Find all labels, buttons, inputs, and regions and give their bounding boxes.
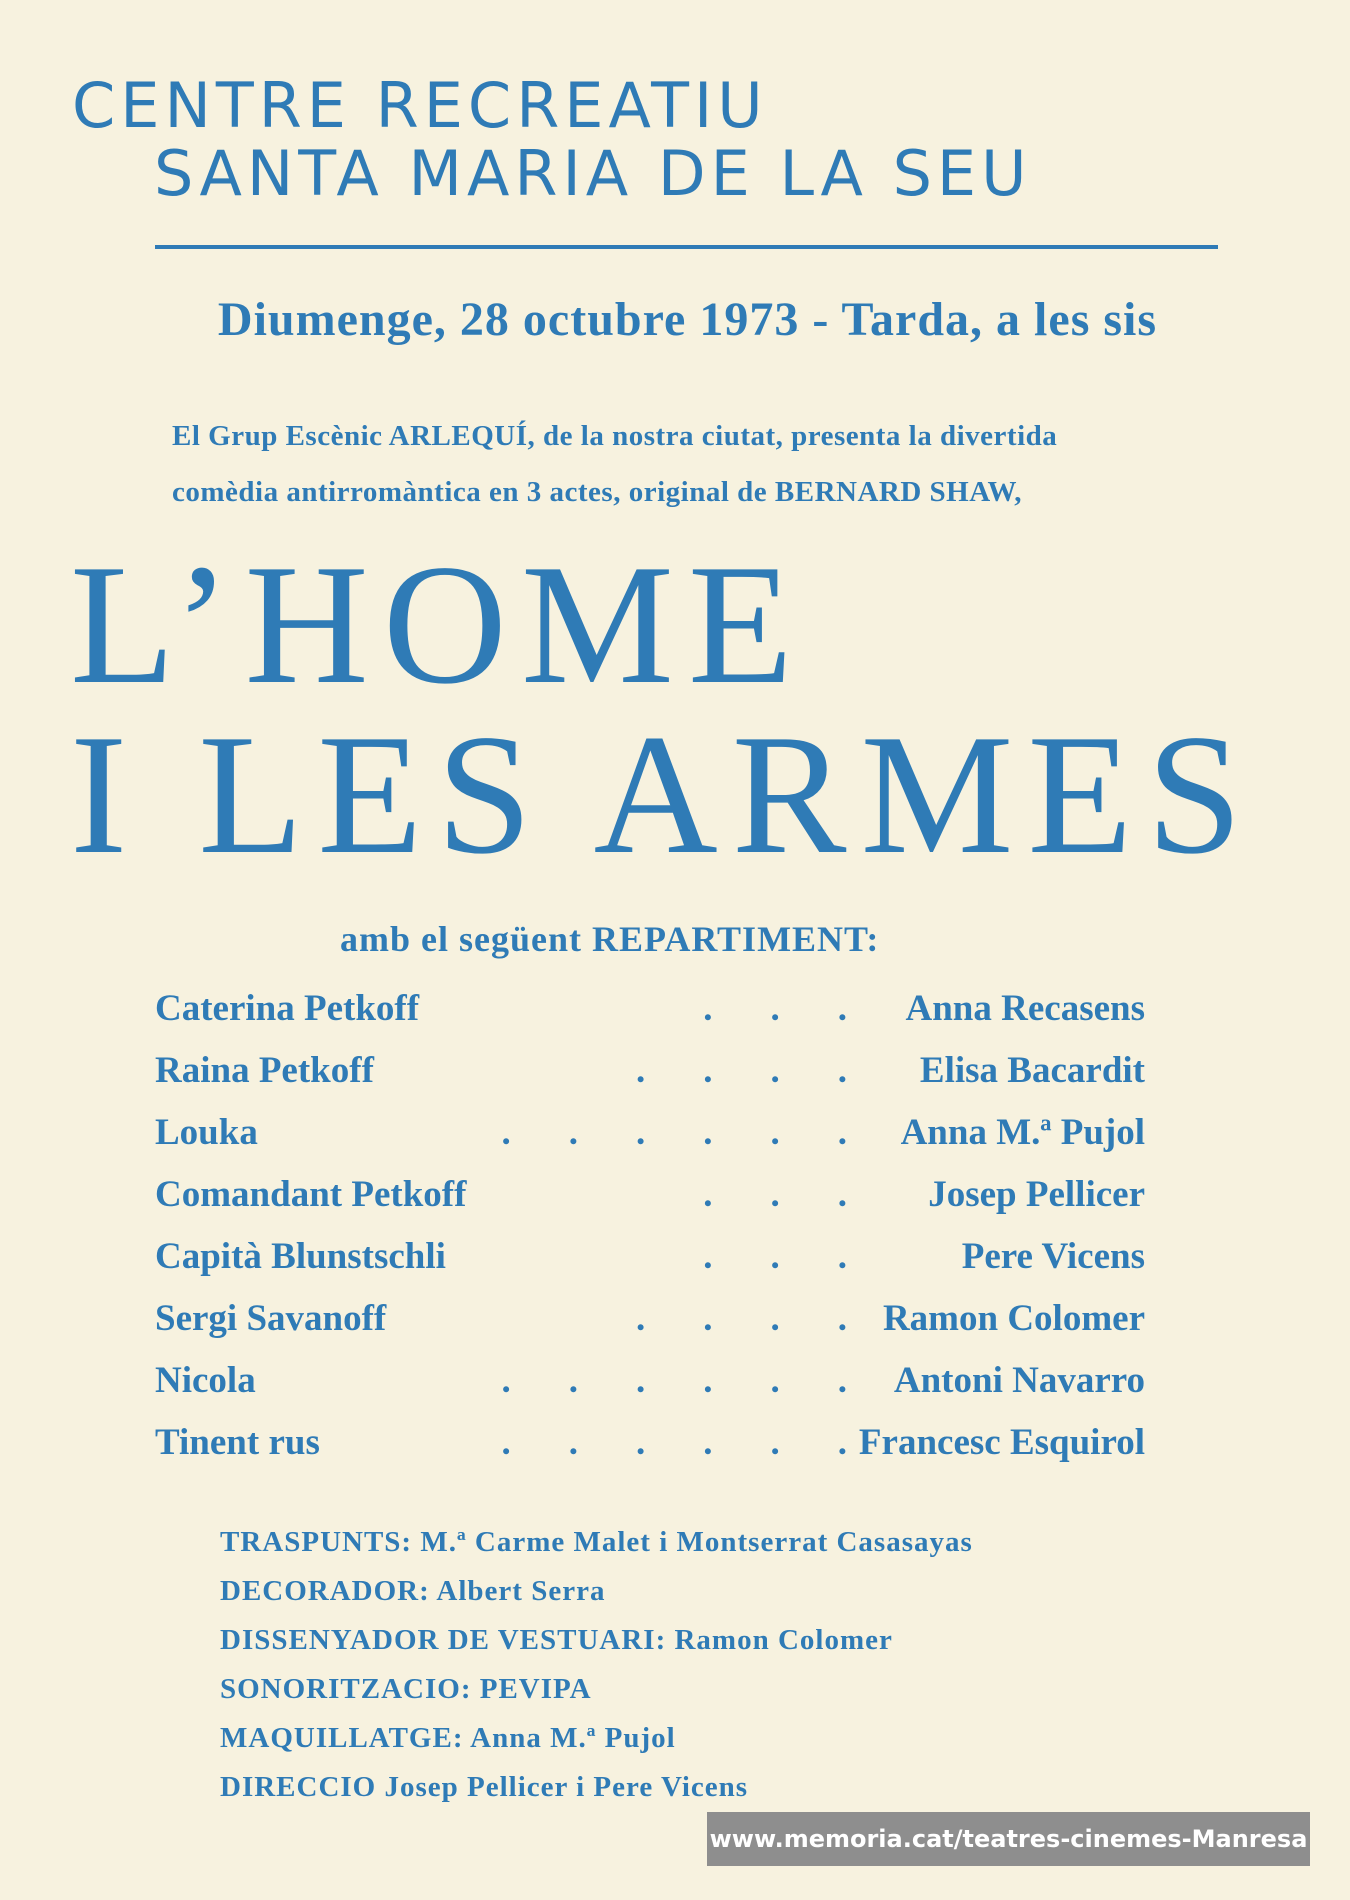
cast-actor: Francesc Esquirol xyxy=(858,1422,1145,1463)
cast-row xyxy=(155,1359,1145,1421)
event-date: Diumenge, 28 octubre 1973 - Tarda, a les sis xyxy=(217,293,1158,346)
intro-line1: El Grup Escènic ARLEQUÍ, de la nostra ciutat, presenta la divertida xyxy=(172,420,1058,452)
cast-dots: .... xyxy=(636,1050,905,1091)
cast-actor: Anna M.ª Pujol xyxy=(900,1112,1145,1153)
cast-row xyxy=(155,1421,1145,1483)
cast-actor: Ramon Colomer xyxy=(882,1298,1145,1339)
cast-dots: ...... xyxy=(501,1112,905,1153)
credit-line: DECORADOR: Albert Serra xyxy=(220,1575,606,1607)
credit-line: MAQUILLATGE: Anna M.ª Pujol xyxy=(220,1722,676,1754)
credit-line: DIRECCIO Josep Pellicer i Pere Vicens xyxy=(220,1771,749,1803)
intro-text xyxy=(172,408,1222,520)
venue-name-line1: CENTRE RECREATIU xyxy=(72,69,768,142)
cast-row xyxy=(155,1297,1145,1359)
cast-dots: ...... xyxy=(501,1360,905,1401)
cast-dots: ...... xyxy=(501,1422,905,1463)
cast-actor: Elisa Bacardit xyxy=(919,1050,1145,1091)
intro-line2: comèdia antirromàntica en 3 actes, original de BERNARD SHAW, xyxy=(172,476,1023,508)
cast-dots: ... xyxy=(703,1236,905,1277)
cast-row xyxy=(155,1049,1145,1111)
play-title-line1: L’HOME xyxy=(70,530,807,720)
cast-role: Caterina Petkoff xyxy=(155,988,420,1029)
crew-credits xyxy=(220,1518,1170,1812)
cast-row xyxy=(155,1235,1145,1297)
cast-actor: Josep Pellicer xyxy=(928,1174,1145,1215)
cast-dots: ... xyxy=(703,1174,905,1215)
credit-line: TRASPUNTS: M.ª Carme Malet i Montserrat Casasayas xyxy=(220,1526,973,1558)
cast-actor: Anna Recasens xyxy=(905,988,1145,1029)
cast-role: Louka xyxy=(155,1112,258,1153)
cast-dots: ... xyxy=(703,988,905,1029)
cast-row xyxy=(155,1173,1145,1235)
cast-role: Nicola xyxy=(155,1360,256,1401)
play-title xyxy=(70,530,1270,890)
cast-heading: amb el següent REPARTIMENT: xyxy=(340,919,880,959)
cast-role: Raina Petkoff xyxy=(155,1050,374,1091)
credit-line: SONORITZACIO: PEVIPA xyxy=(220,1673,592,1705)
cast-role: Sergi Savanoff xyxy=(155,1298,387,1339)
cast-dots: .... xyxy=(636,1298,905,1339)
cast-row xyxy=(155,987,1145,1049)
cast-row xyxy=(155,1111,1145,1173)
credit-line: DISSENYADOR DE VESTUARI: Ramon Colomer xyxy=(220,1624,893,1656)
source-watermark: www.memoria.cat/teatres-cinemes-Manresa xyxy=(707,1812,1310,1866)
play-title-line2: I LES ARMES xyxy=(70,700,1257,890)
cast-list xyxy=(155,987,1145,1483)
cast-role: Comandant Petkoff xyxy=(155,1174,467,1215)
venue-name-line2: SANTA MARIA DE LA SEU xyxy=(154,137,1032,211)
cast-role: Capità Blunstschli xyxy=(155,1236,446,1277)
cast-role: Tinent rus xyxy=(155,1422,320,1463)
venue-header xyxy=(72,69,1032,211)
header-divider xyxy=(155,245,1218,249)
cast-actor: Pere Vicens xyxy=(961,1236,1145,1277)
cast-actor: Antoni Navarro xyxy=(893,1360,1145,1401)
